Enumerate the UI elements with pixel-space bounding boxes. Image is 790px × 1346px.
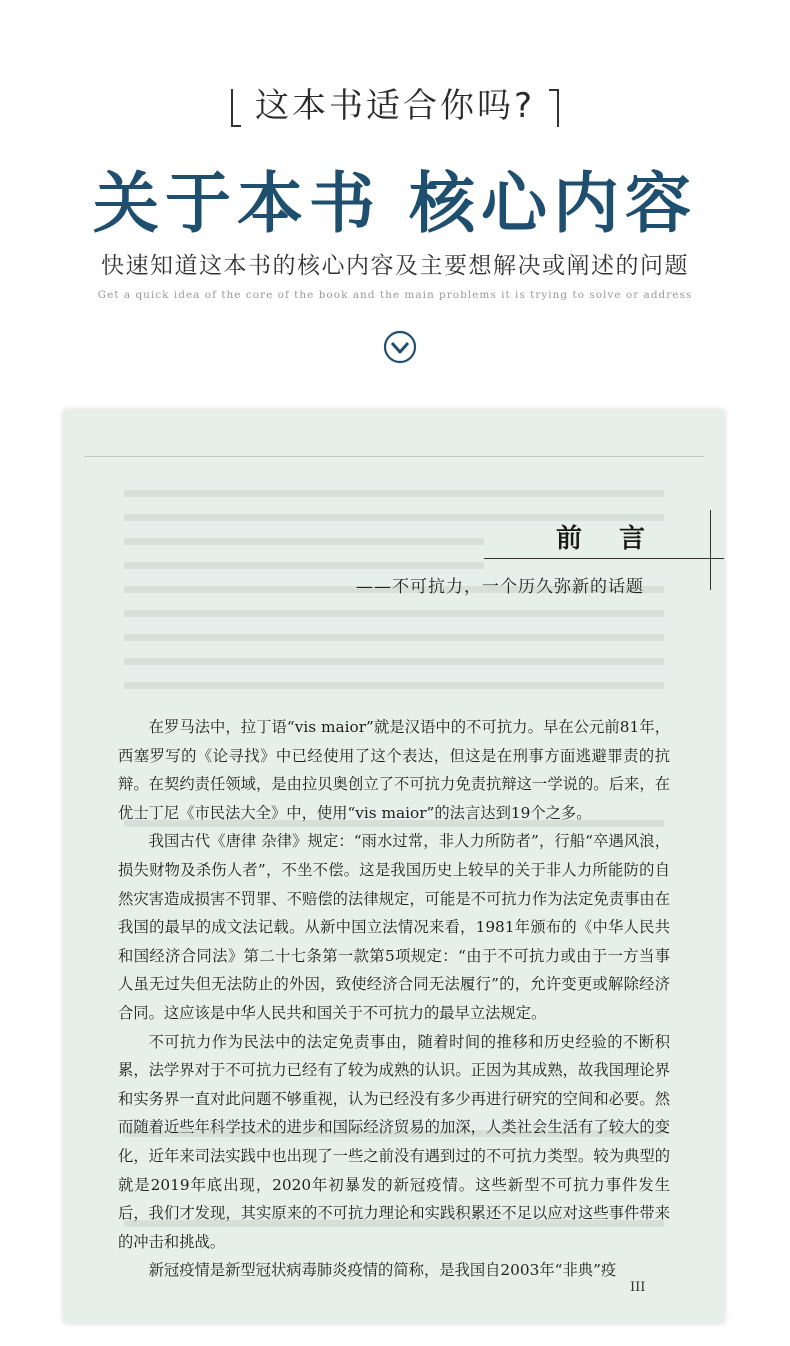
preface-subtitle: ——不可抗力，一个历久弥新的话题 [356, 577, 644, 597]
paragraph: 不可抗力作为民法中的法定免责事由，随着时间的推移和历史经验的不断积累，法学界对于不可抗力已经有了较为成熟的认识。正因为其成熟，故我国理论界和实务界一直对此问题不够重视，认为已经没有多少再进行研究的空间和必要。然而随着近些年科学技术的进步和国际经济贸易的加深，人类社会生活有了较大的变化，近年来司法实践中也出现了一些之前没有遇到过的不可抗力类型。较为典型的就是2019年底出现，2020年初暴发的新冠疫情。这些新型不可抗力事件发生后，我们才发现，其实原来的不可抗力理论和实践积累还不足以应对这些事件带来的冲击和挑战。 [118, 1032, 670, 1251]
paragraph: 我国古代《唐律 杂律》规定：“雨水过常，非人力所防者”，行船“卒遇风浪，损失财物及杀伤人者”，不坐不偿。这是我国历史上较早的关于非人力所能防的自然灾害造成损害不罚罪、不赔偿的法律规定，可能是不可抗力作为法定免责事由在我国的最早的成文法记载。从新中国立法情况来看，1981年颁布的《中华人民共和国经济合同法》第二十七条第一款第5项规定：“由于不可抗力或由于一方当事人虽无过失但无法防止的外因，致使经济合同无法履行”的，允许变更或解除经济合同。这应该是中华人民共和国关于不可抗力的最早立法规定。 [118, 832, 670, 1022]
header-title [0, 150, 790, 245]
title-rule-vertical [710, 510, 711, 590]
paragraph: 新冠疫情是新型冠状病毒肺炎疫情的简称，是我国自2003年“非典”疫 [148, 1261, 617, 1280]
header-tag [0, 78, 790, 127]
header-subtitle: 快速知道这本书的核心内容及主要想解决或阐述的问题 [101, 253, 689, 279]
header-title-part2: 核心内容 [409, 165, 697, 242]
header-title-part1: 关于本书 [93, 165, 381, 242]
left-bracket-icon [231, 89, 241, 127]
chevron-down-circle-icon [383, 330, 417, 364]
header-tag-text: 这本书适合你吗? [254, 86, 536, 126]
page-number: III [630, 1280, 646, 1295]
running-head-rule [84, 440, 704, 457]
title-rule-horizontal [484, 558, 724, 559]
header-english-subtitle: Get a quick idea of the core of the book and the main problems it is trying to solve or address [97, 289, 693, 301]
right-bracket-icon [549, 89, 559, 127]
book-page [64, 410, 724, 1323]
preface-body [118, 713, 670, 1285]
preface-title: 前 言 [556, 524, 660, 554]
paragraph: 在罗马法中，拉丁语“vis maior”就是汉语中的不可抗力。早在公元前81年，西塞罗写的《论寻找》中已经使用了这个表达，但这是在刑事方面逃避罪责的抗辩。在契约责任领域，是由拉贝奥创立了不可抗力免责抗辩这一学说的。后来，在优士丁尼《市民法大全》中，使用“vis maior”的法言达到19个之多。 [118, 718, 670, 822]
